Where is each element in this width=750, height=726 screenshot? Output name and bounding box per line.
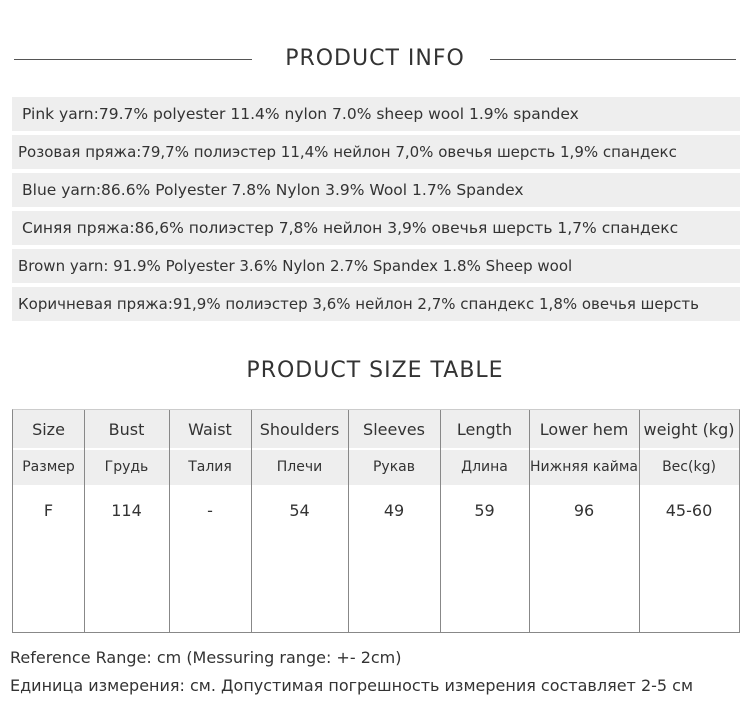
column-divider xyxy=(529,410,530,632)
cell-sleeves: 49 xyxy=(383,500,405,520)
column-divider xyxy=(348,410,349,632)
header-ru-size: Размер xyxy=(22,459,75,475)
reference-range-note: Reference Range: cm (Messuring range: +- 2cm) xyxy=(10,648,402,667)
product-info-title: PRODUCT INFO xyxy=(285,46,465,71)
composition-list xyxy=(12,97,740,325)
column-divider xyxy=(84,410,85,632)
composition-row: Pink yarn:79.7% polyester 11.4% nylon 7.0% sheep wool 1.9% spandex xyxy=(12,97,740,131)
header-waist: Waist xyxy=(188,419,232,439)
size-table xyxy=(12,409,740,633)
header-ru-bust: Грудь xyxy=(104,459,149,475)
composition-row: Синяя пряжа:86,6% полиэстер 7,8% нейлон 3,9% овечья шерсть 1,7% спандекс xyxy=(12,211,740,245)
cell-size: F xyxy=(43,500,54,520)
column-divider xyxy=(639,410,640,632)
header-sleeves: Sleeves xyxy=(363,419,425,439)
cell-waist: - xyxy=(207,500,213,520)
table-header-row xyxy=(13,410,739,448)
divider-right xyxy=(490,59,736,60)
header-shoulders: Shoulders xyxy=(259,419,340,439)
column-divider xyxy=(440,410,441,632)
column-divider xyxy=(251,410,252,632)
header-ru-weight: Вес(kg) xyxy=(662,459,716,475)
table-row xyxy=(13,490,739,530)
column-divider xyxy=(169,410,170,632)
cell-weight: 45-60 xyxy=(665,500,713,520)
composition-row: Blue yarn:86.6% Polyester 7.8% Nylon 3.9% Wool 1.7% Spandex xyxy=(12,173,740,207)
size-table-title: PRODUCT SIZE TABLE xyxy=(246,358,504,383)
header-ru-lower-hem: Нижняя кайма xyxy=(530,459,638,475)
composition-row: Brown yarn: 91.9% Polyester 3.6% Nylon 2.7% Spandex 1.8% Sheep wool xyxy=(12,249,740,283)
header-lower-hem: Lower hem xyxy=(539,419,629,439)
header-size: Size xyxy=(32,419,65,439)
header-ru-waist: Талия xyxy=(188,459,232,475)
cell-lower-hem: 96 xyxy=(573,500,595,520)
header-bust: Bust xyxy=(108,419,145,439)
cell-shoulders: 54 xyxy=(289,500,310,520)
header-ru-shoulders: Плечи xyxy=(276,459,323,475)
composition-row: Розовая пряжа:79,7% полиэстер 11,4% нейлон 7,0% овечья шерсть 1,9% спандекс xyxy=(12,135,740,169)
composition-row: Коричневая пряжа:91,9% полиэстер 3,6% нейлон 2,7% спандекс 1,8% овечья шерсть xyxy=(12,287,740,321)
header-ru-sleeves: Рукав xyxy=(372,459,415,475)
header-weight: weight (kg) xyxy=(643,419,735,439)
header-ru-length: Длина xyxy=(461,459,508,475)
measurement-unit-note: Единица измерения: см. Допустимая погрешность измерения составляет 2-5 см xyxy=(10,676,694,695)
cell-length: 59 xyxy=(474,500,495,520)
cell-bust: 114 xyxy=(111,500,142,520)
header-length: Length xyxy=(456,419,513,439)
table-header-ru-row xyxy=(13,450,739,485)
